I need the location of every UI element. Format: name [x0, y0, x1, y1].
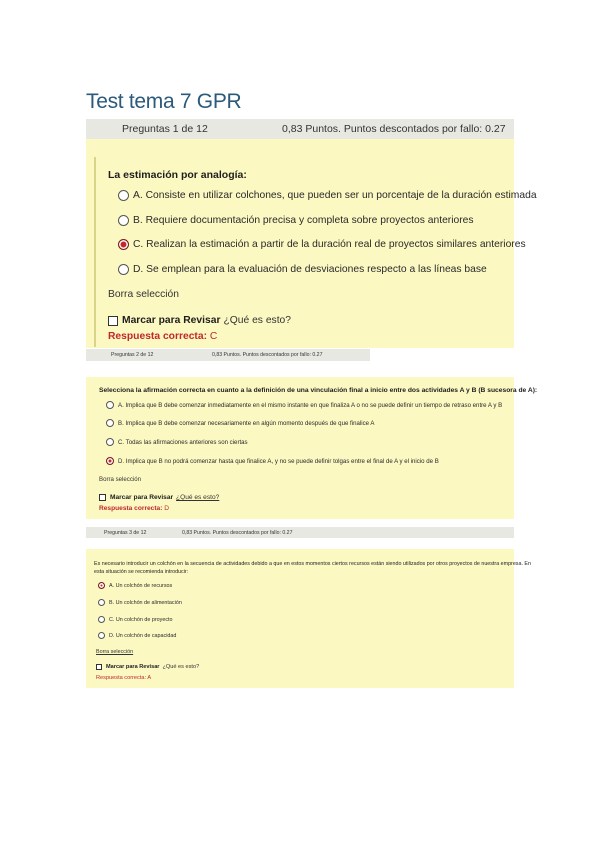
correct-answer-label: Respuesta correcta:: [108, 331, 208, 342]
correct-answer: [99, 505, 169, 512]
option-c[interactable]: [118, 239, 526, 250]
option-d-label: D. Implica que B no podrá comenzar hasta que finalice A, y no se puede definir tolgas entre el final de A y el inicio de B: [118, 457, 439, 465]
flag-for-review[interactable]: [108, 315, 291, 326]
question-1-box: [86, 139, 537, 348]
option-b[interactable]: [118, 215, 474, 226]
correct-answer: [108, 331, 217, 342]
option-c[interactable]: [98, 616, 173, 623]
option-b[interactable]: [98, 599, 182, 606]
option-d-label: D. Un colchón de capacidad: [109, 632, 177, 639]
radio-option-d-selected[interactable]: [106, 457, 114, 465]
document-title: Test tema 7 GPR: [86, 90, 242, 113]
option-d[interactable]: [98, 632, 176, 639]
whats-this-link[interactable]: ¿Qué es esto?: [162, 664, 200, 670]
radio-option-b[interactable]: [98, 599, 105, 606]
option-a-label: A. Consiste en utilizar colchones, que pueden ser un porcentaje de la duración estimada: [133, 190, 537, 201]
radio-option-b[interactable]: [106, 419, 114, 427]
radio-option-c-selected[interactable]: [118, 239, 129, 250]
question-2-box: [86, 377, 538, 519]
flag-checkbox[interactable]: [96, 664, 102, 670]
option-b[interactable]: [106, 419, 374, 427]
clear-selection-link[interactable]: Borra selección: [96, 649, 134, 655]
clear-selection-link[interactable]: Borra selección: [99, 476, 141, 483]
flag-label: Marcar para Revisar: [106, 664, 160, 670]
correct-answer-label: Respuesta correcta:: [99, 505, 163, 512]
option-a-label: A. Un colchón de recursos: [109, 582, 173, 589]
radio-option-b[interactable]: [118, 215, 129, 226]
whats-this-link[interactable]: ¿Qué es esto?: [176, 494, 220, 501]
flag-for-review[interactable]: [99, 494, 219, 501]
question-3-header: [86, 527, 514, 538]
option-d[interactable]: [106, 457, 439, 465]
question-points: 0,83 Puntos. Puntos descontados por fallo: 0.27: [212, 352, 323, 358]
flag-label: Marcar para Revisar: [110, 494, 174, 501]
option-a[interactable]: [118, 190, 537, 201]
flag-label: Marcar para Revisar: [122, 315, 221, 326]
whats-this-link[interactable]: ¿Qué es esto?: [223, 315, 292, 326]
correct-answer-value: C: [209, 331, 218, 342]
question-1-header: [86, 119, 514, 139]
radio-option-a[interactable]: [106, 401, 114, 409]
question-text-line-1: Es necesario introducir un colchón en la secuencia de actividades debido a que en estos momentos ciertos recursos están siendo utilizados por otros proyectos de nuestra empresa. En: [94, 561, 531, 567]
option-a[interactable]: [98, 582, 172, 589]
option-d-label: D. Se emplean para la evaluación de desviaciones respecto a las líneas base: [133, 264, 487, 275]
question-1-left-border: [94, 157, 96, 347]
correct-answer-value: A: [147, 675, 152, 681]
question-counter: Preguntas 2 de 12: [111, 352, 154, 358]
question-3-box: [86, 549, 531, 688]
radio-option-d[interactable]: [118, 264, 129, 275]
question-text: Selecciona la afirmación correcta en cuanto a la definición de una vinculación final a inicio entre dos actividades A y B (B sucesora de A):: [99, 387, 538, 394]
correct-answer: [96, 675, 151, 681]
option-a[interactable]: [106, 401, 502, 409]
flag-for-review[interactable]: [96, 664, 199, 670]
question-points: 0,83 Puntos. Puntos descontados por fallo: 0.27: [282, 123, 506, 135]
radio-option-a[interactable]: [118, 190, 129, 201]
question-counter: Preguntas 3 de 12: [104, 529, 147, 536]
option-c-label: C. Todas las afirmaciones anteriores son ciertas: [118, 438, 248, 446]
correct-answer-label: Respuesta correcta:: [96, 675, 147, 681]
option-a-label: A. Implica que B debe comenzar inmediatamente en el mismo instante en que finaliza A o no se puede definir un tiempo de retraso entre A y B: [118, 401, 503, 409]
question-text-line-2: esta situación se recomienda introducir:: [94, 569, 189, 575]
option-b-label: B. Un colchón de alimentación: [109, 599, 182, 606]
option-c[interactable]: [106, 438, 248, 446]
question-points: 0,83 Puntos. Puntos descontados por fallo: 0.27: [182, 529, 293, 536]
option-d[interactable]: [118, 264, 487, 275]
option-c-label: C. Un colchón de proyecto: [109, 616, 173, 623]
clear-selection-link[interactable]: Borra selección: [108, 289, 179, 300]
radio-option-a-selected[interactable]: [98, 582, 105, 589]
radio-option-d[interactable]: [98, 632, 105, 639]
question-text: La estimación por analogía:: [108, 169, 247, 181]
option-b-label: B. Implica que B debe comenzar necesariamente en algún momento después de que finalice A: [118, 419, 375, 427]
option-c-label: C. Realizan la estimación a partir de la duración real de proyectos similares anteriores: [133, 239, 526, 250]
correct-answer-value: D: [164, 505, 170, 512]
radio-option-c[interactable]: [98, 616, 105, 623]
option-b-label: B. Requiere documentación precisa y completa sobre proyectos anteriores: [133, 215, 474, 226]
flag-checkbox[interactable]: [108, 316, 118, 326]
question-2-header: [86, 349, 370, 361]
radio-option-c[interactable]: [106, 438, 114, 446]
question-counter: Preguntas 1 de 12: [122, 123, 208, 135]
flag-checkbox[interactable]: [99, 494, 106, 501]
